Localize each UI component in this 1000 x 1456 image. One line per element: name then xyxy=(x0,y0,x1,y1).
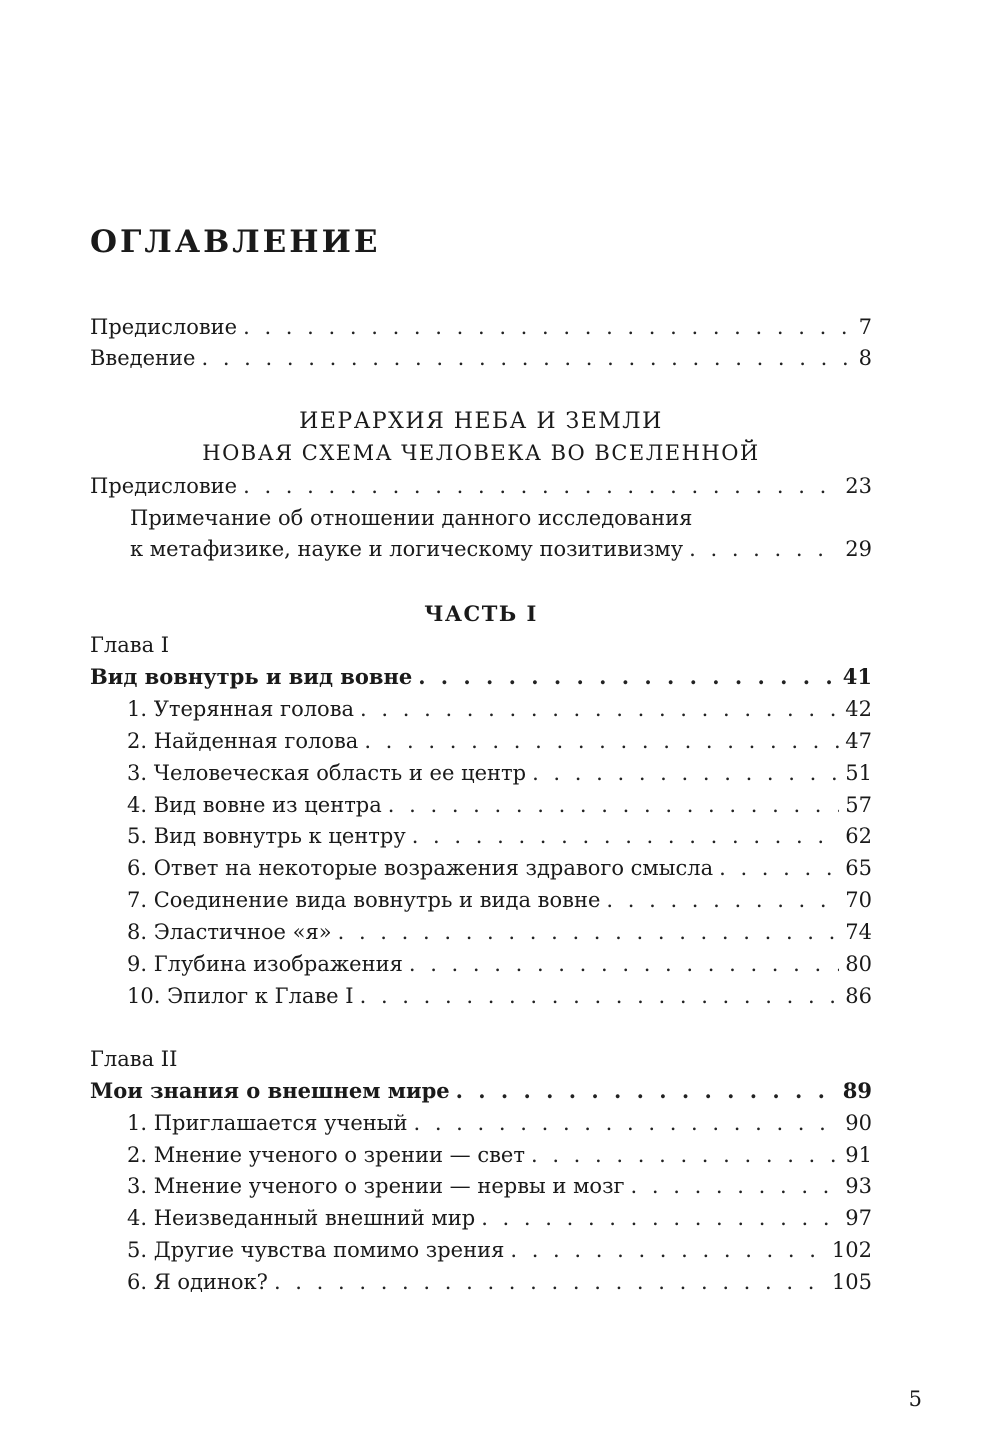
entry-page: 23 xyxy=(845,474,872,498)
entry-label: к метафизике, науке и логическому позитивизму xyxy=(130,537,684,561)
dot-leader xyxy=(360,980,840,1012)
toc-entry-ch2-sec-5[interactable] xyxy=(127,1234,872,1266)
book-title: ИЕРАРХИЯ НЕБА И ЗЕМЛИ xyxy=(299,409,663,434)
toc-entry-ch1-sec-9[interactable] xyxy=(127,948,872,980)
toc-entry-ch1-sec-5[interactable] xyxy=(127,820,872,852)
entry-label: Предисловие xyxy=(90,474,238,498)
dot-leader xyxy=(510,1234,826,1266)
entry-label: 2. Найденная голова xyxy=(127,729,359,753)
dot-leader xyxy=(456,1075,837,1107)
entry-page: 62 xyxy=(845,824,872,848)
dot-leader xyxy=(243,311,853,343)
toc-entry-ch2-sec-6[interactable] xyxy=(127,1266,872,1298)
toc-entry-note[interactable] xyxy=(130,533,872,565)
toc-entry-ch1-sec-6[interactable] xyxy=(127,852,872,884)
entry-page: 93 xyxy=(845,1174,872,1198)
entry-page: 74 xyxy=(845,920,872,944)
toc-entry-ch1-sec-2[interactable] xyxy=(127,725,872,757)
toc-entry-ch2-sec-1[interactable] xyxy=(127,1107,872,1139)
dot-leader xyxy=(364,725,839,757)
entry-page: 41 xyxy=(842,664,872,689)
dot-leader xyxy=(689,533,839,565)
dot-leader xyxy=(719,852,839,884)
entry-page: 105 xyxy=(831,1270,872,1294)
entry-label: 1. Утерянная голова xyxy=(127,697,355,721)
entry-page: 47 xyxy=(845,729,872,753)
entry-label: Введение xyxy=(90,346,196,370)
dot-leader xyxy=(532,757,839,789)
entry-page: 86 xyxy=(845,984,872,1008)
entry-page: 7 xyxy=(858,315,872,339)
toc-entry-chapter-2[interactable] xyxy=(90,1075,872,1107)
entry-label: 10. Эпилог к Главе I xyxy=(127,984,354,1008)
dot-leader xyxy=(201,342,852,374)
entry-label: Предисловие xyxy=(90,315,238,339)
entry-page: 42 xyxy=(845,697,872,721)
entry-label: 3. Мнение ученого о зрении — нервы и мозг xyxy=(127,1174,625,1198)
dot-leader xyxy=(606,884,839,916)
note-line-1: Примечание об отношении данного исследования xyxy=(130,506,693,530)
entry-label: 6. Ответ на некоторые возражения здравого смысла xyxy=(127,856,714,880)
entry-page: 90 xyxy=(845,1111,872,1135)
dot-leader xyxy=(409,948,839,980)
toc-entry-ch2-sec-4[interactable] xyxy=(127,1202,872,1234)
dot-leader xyxy=(360,693,839,725)
dot-leader xyxy=(531,1139,839,1171)
toc-heading: ОГЛАВЛЕНИЕ xyxy=(90,224,381,260)
toc-entry-ch1-sec-7[interactable] xyxy=(127,884,872,916)
dot-leader xyxy=(413,1107,839,1139)
toc-entry-chapter-1[interactable] xyxy=(90,661,872,693)
chapter-1-label: Глава I xyxy=(90,633,170,657)
entry-page: 65 xyxy=(845,856,872,880)
toc-entry-ch1-sec-10[interactable] xyxy=(127,980,872,1012)
entry-page: 89 xyxy=(842,1078,872,1103)
dot-leader xyxy=(388,789,839,821)
entry-page: 51 xyxy=(845,761,872,785)
entry-label: 8. Эластичное «я» xyxy=(127,920,332,944)
entry-label: 6. Я одинок? xyxy=(127,1270,268,1294)
entry-label: 3. Человеческая область и ее центр xyxy=(127,761,527,785)
entry-label: 1. Приглашается ученый xyxy=(127,1111,408,1135)
entry-label: 5. Вид вовнутрь к центру xyxy=(127,824,406,848)
dot-leader xyxy=(412,820,840,852)
entry-page: 91 xyxy=(845,1143,872,1167)
toc-entry-introduction[interactable] xyxy=(90,342,872,374)
page-number: 5 xyxy=(908,1387,922,1411)
toc-entry-ch1-sec-4[interactable] xyxy=(127,789,872,821)
book-subtitle: НОВАЯ СХЕМА ЧЕЛОВЕКА ВО ВСЕЛЕННОЙ xyxy=(202,441,760,465)
entry-page: 70 xyxy=(845,888,872,912)
toc-entry-ch2-sec-3[interactable] xyxy=(127,1170,872,1202)
entry-page: 57 xyxy=(845,793,872,817)
entry-page: 102 xyxy=(831,1238,872,1262)
entry-label: 5. Другие чувства помимо зрения xyxy=(127,1238,505,1262)
toc-entry-ch2-sec-2[interactable] xyxy=(127,1139,872,1171)
dot-leader xyxy=(338,916,840,948)
entry-page: 97 xyxy=(845,1206,872,1230)
toc-entry-ch1-sec-3[interactable] xyxy=(127,757,872,789)
part-title: ЧАСТЬ I xyxy=(424,601,538,626)
entry-label: 9. Глубина изображения xyxy=(127,952,403,976)
toc-entry-ch1-sec-1[interactable] xyxy=(127,693,872,725)
entry-label: 4. Вид вовне из центра xyxy=(127,793,382,817)
dot-leader xyxy=(481,1202,839,1234)
dot-leader xyxy=(418,661,837,693)
entry-label: Вид вовнутрь и вид вовне xyxy=(90,664,413,689)
entry-page: 8 xyxy=(858,346,872,370)
toc-entry-book-preface[interactable] xyxy=(90,470,872,502)
dot-leader xyxy=(243,470,839,502)
entry-label: 7. Соединение вида вовнутрь и вида вовне xyxy=(127,888,601,912)
entry-label: 4. Неизведанный внешний мир xyxy=(127,1206,476,1230)
chapter-2-label: Глава II xyxy=(90,1047,178,1071)
toc-entry-ch1-sec-8[interactable] xyxy=(127,916,872,948)
entry-label: Мои знания о внешнем мире xyxy=(90,1078,450,1103)
entry-page: 29 xyxy=(845,537,872,561)
entry-page: 80 xyxy=(845,952,872,976)
entry-label: 2. Мнение ученого о зрении — свет xyxy=(127,1143,525,1167)
toc-entry-preface[interactable] xyxy=(90,311,872,343)
dot-leader xyxy=(631,1170,840,1202)
dot-leader xyxy=(274,1266,826,1298)
